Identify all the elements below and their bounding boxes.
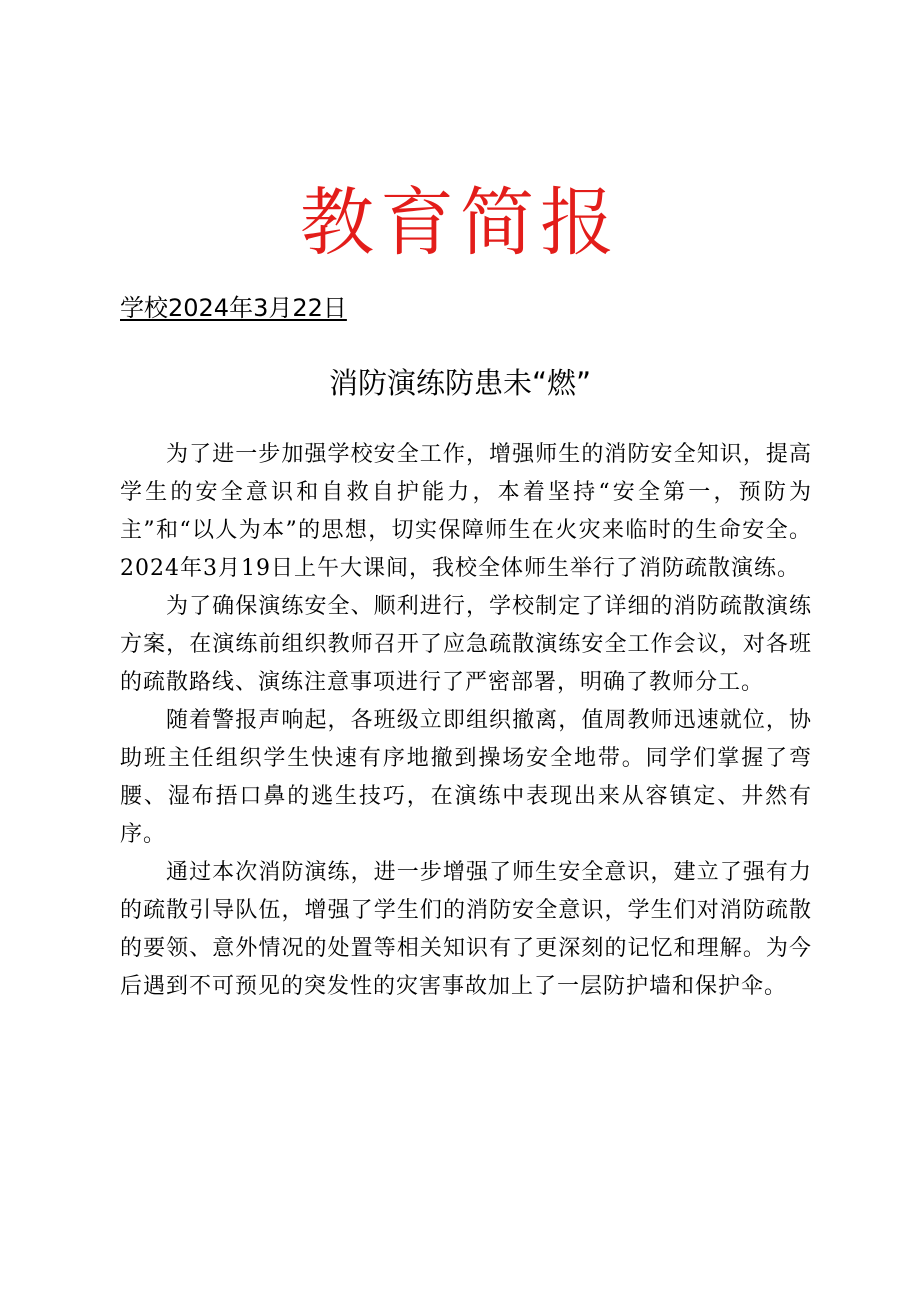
article-body (120, 436, 812, 1006)
article-title: 消防演练防患未“燃” (328, 366, 592, 400)
paragraph: 随着警报声响起，各班级立即组织撤离，值周教师迅速就位，协助班主任组织学生快速有序地撤到操场安全地带。同学们掌握了弯腰、湿布捂口鼻的逃生技巧，在演练中表现出来从容镇定、井然有序。 (120, 708, 812, 847)
dateline: 学校2024年3月22日 (120, 294, 347, 322)
masthead-title: 教育简报 (300, 180, 620, 266)
paragraph: 为了确保演练安全、顺利进行，学校制定了详细的消防疏散演练方案，在演练前组织教师召开了应急疏散演练安全工作会议，对各班的疏散路线、演练注意事项进行了严密部署，明确了教师分工。 (120, 594, 812, 695)
paragraph: 为了进一步加强学校安全工作，增强师生的消防安全知识，提高学生的安全意识和自救自护能力，本着坚持“安全第一，预防为主”和“以人为本”的思想，切实保障师生在火灾来临时的生命安全。2024年3月19日上午大课间，我校全体师生举行了消防疏散演练。 (120, 442, 812, 581)
paragraph: 通过本次消防演练，进一步增强了师生安全意识，建立了强有力的疏散引导队伍，增强了学生们的消防安全意识，学生们对消防疏散的要领、意外情况的处置等相关知识有了更深刻的记忆和理解。为今后遇到不可预见的突发性的灾害事故加上了一层防护墙和保护伞。 (120, 860, 812, 999)
